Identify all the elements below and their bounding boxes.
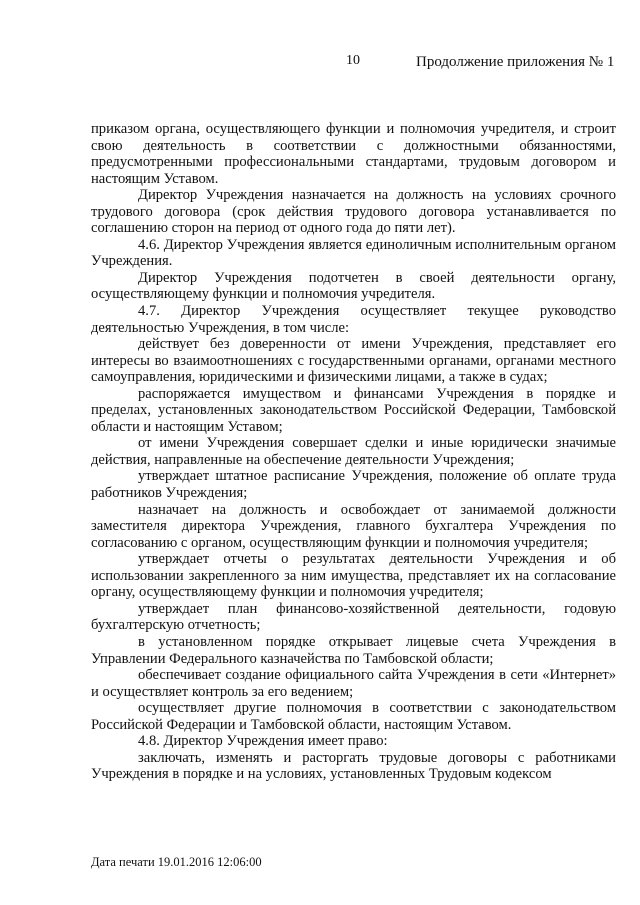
paragraph: Директор Учреждения назначается на должность на условиях срочного трудового договора (срок действия трудового договора устанавливается по соглашению сторон на период от одного года до пяти лет). bbox=[91, 187, 616, 237]
page-number: 10 bbox=[346, 53, 360, 68]
list-item: в установленном порядке открывает лицевые счета Учреждения в Управлении Федерального казначейства по Тамбовской области; bbox=[91, 633, 616, 667]
list-item: действует без доверенности от имени Учреждения, представляет его интересы во взаимоотношениях с государственными органами, органами местного самоуправления, юридическими и физическими лицами, а также в судах; bbox=[91, 336, 616, 386]
paragraph: 4.6. Директор Учреждения является единоличным исполнительным органом Учреждения. bbox=[91, 236, 616, 270]
list-item: заключать, изменять и расторгать трудовые договоры с работниками Учреждения в порядке и на условиях, установленных Трудовым кодексом bbox=[91, 749, 616, 783]
list-item: от имени Учреждения совершает сделки и иные юридически значимые действия, направленные на обеспечение деятельности Учреждения; bbox=[91, 435, 616, 468]
paragraph: 4.7. Директор Учреждения осуществляет текущее руководство деятельностью Учреждения, в том числе: bbox=[91, 303, 616, 336]
print-date-footer: Дата печати 19.01.2016 12:06:00 bbox=[91, 855, 262, 869]
list-item: осуществляет другие полномочия в соответствии с законодательством Российской Федерации и Тамбовской области, настоящим Уставом. bbox=[91, 700, 616, 733]
paragraph: 4.8. Директор Учреждения имеет право: bbox=[138, 733, 388, 750]
list-item: утверждает штатное расписание Учреждения, положение об оплате труда работников Учреждения; bbox=[91, 468, 616, 502]
document-body bbox=[91, 121, 616, 783]
paragraph: приказом органа, осуществляющего функции и полномочия учредителя, и строит свою деятельность в соответствии с должностными обязанностями, предусмотренными профессиональными стандартами, трудовым договором и настоящим Уставом. bbox=[91, 121, 616, 187]
appendix-header: Продолжение приложения № 1 bbox=[416, 54, 615, 70]
list-item: распоряжается имуществом и финансами Учреждения в порядке и пределах, установленных законодательством Российской Федерации, Тамбовской области и настоящим Уставом; bbox=[91, 385, 616, 435]
list-item: утверждает план финансово-хозяйственной деятельности, годовую бухгалтерскую отчетность; bbox=[91, 600, 616, 634]
paragraph: Директор Учреждения подотчетен в своей деятельности органу, осуществляющему функции и полномочия учредителя. bbox=[91, 269, 616, 303]
list-item: утверждает отчеты о результатах деятельности Учреждения и об использовании закрепленного за ним имущества, представляет их на согласование органу, осуществляющему функции и полномочия учредителя; bbox=[91, 551, 616, 601]
list-item: назначает на должность и освобождает от занимаемой должности заместителя директора Учреждения, главного бухгалтера Учреждения по согласованию с органом, осуществляющим функции и полномочия учредителя; bbox=[91, 501, 616, 551]
list-item: обеспечивает создание официального сайта Учреждения в сети «Интернет» и осуществляет контроль за его ведением; bbox=[91, 667, 616, 700]
